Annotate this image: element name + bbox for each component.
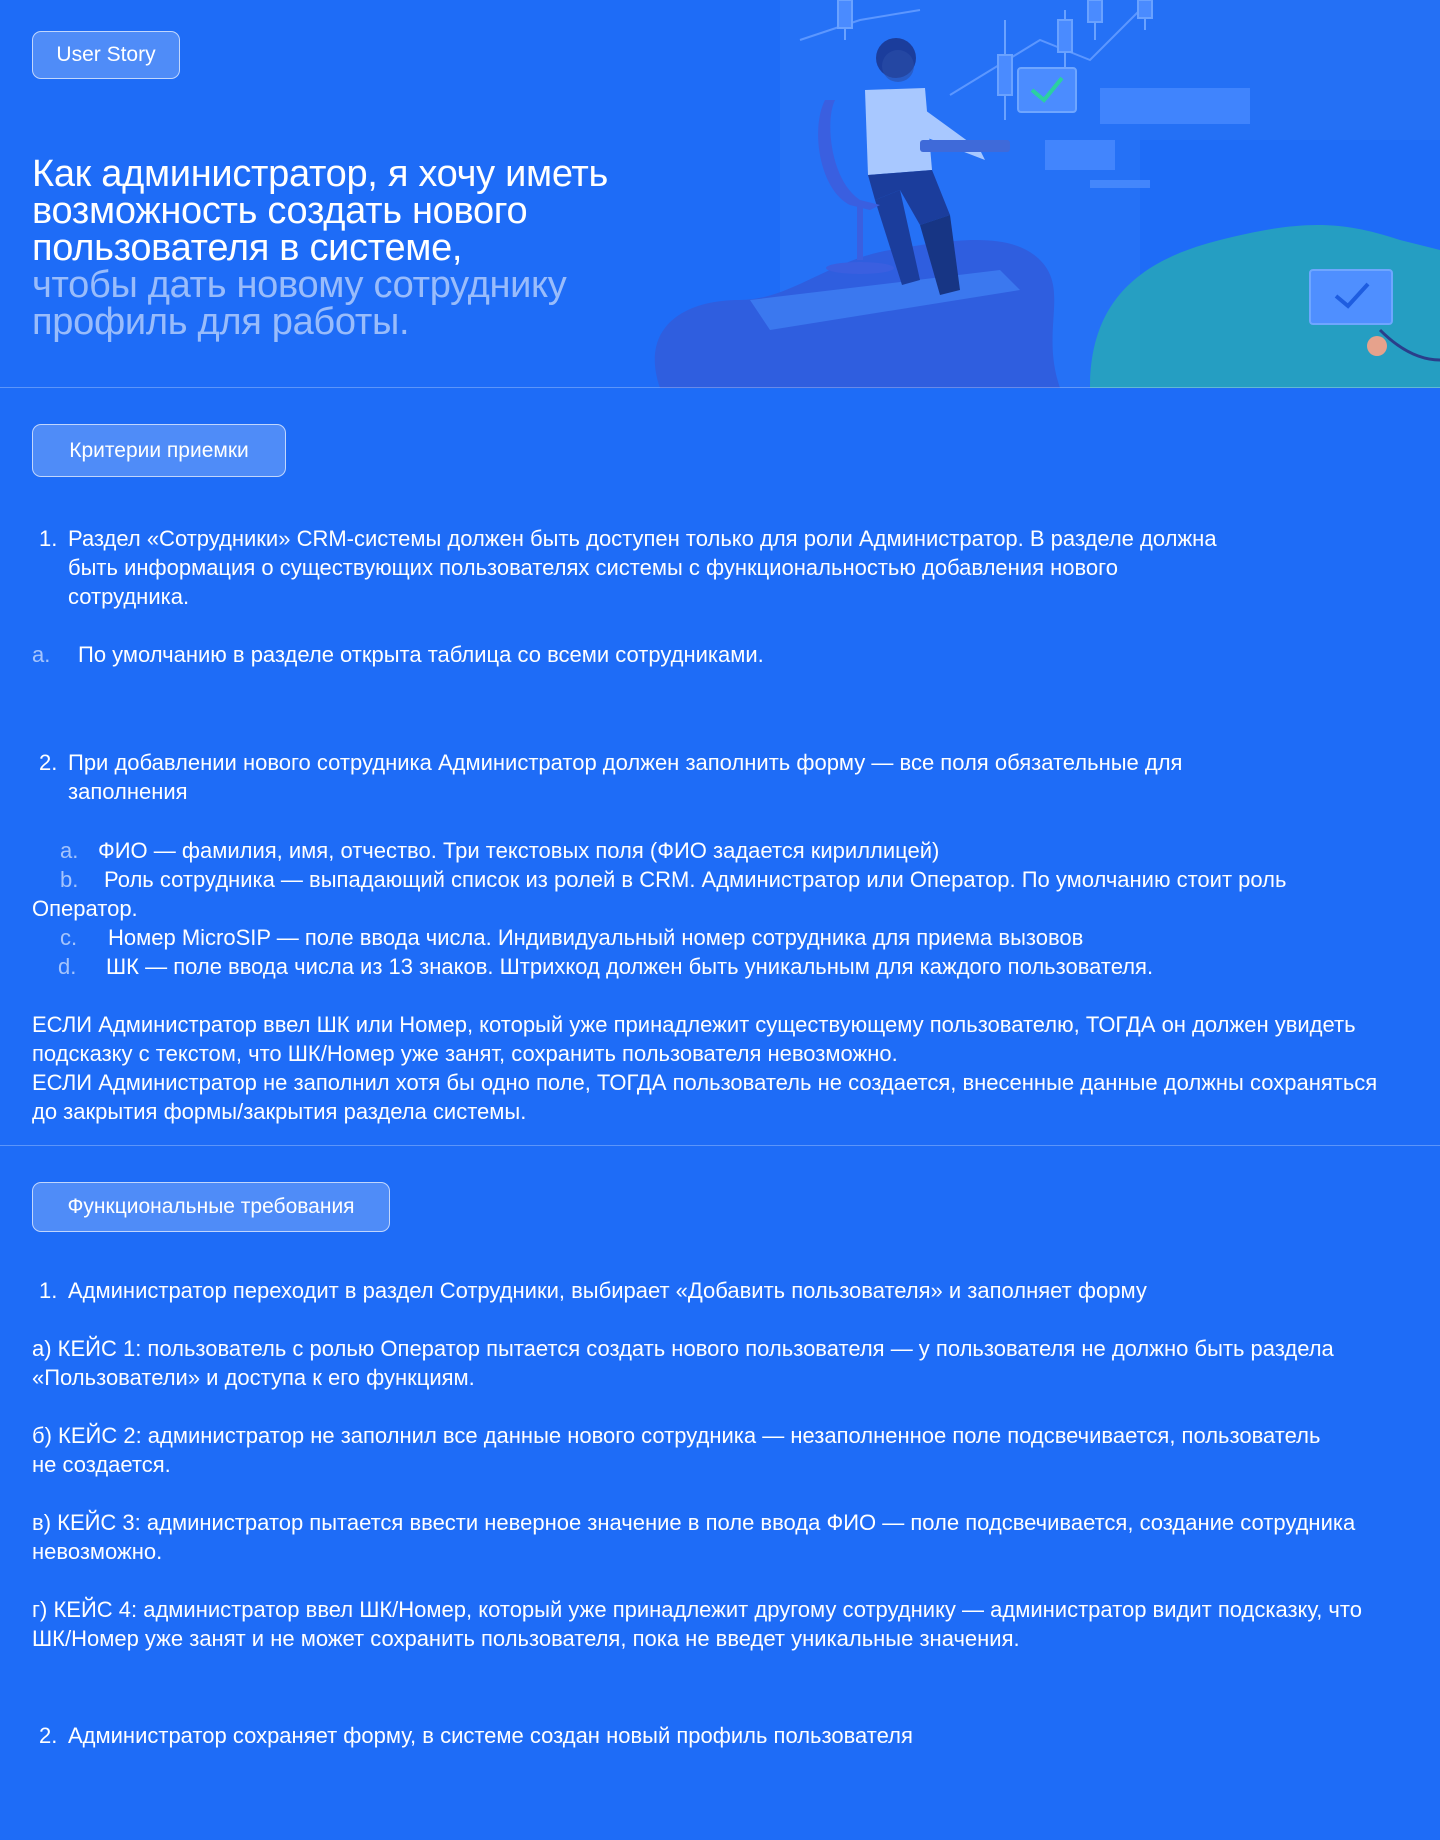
criteria-2a-letter: a.	[60, 838, 79, 863]
criteria-2-number: 2.	[39, 750, 58, 775]
criteria-2-text: При добавлении нового сотрудника Администратор должен заполнить форму — все поля обязательные для заполнения	[68, 750, 1183, 804]
criteria-2d-text: ШК — поле ввода числа из 13 знаков. Штрихкод должен быть уникальным для каждого пользователя.	[106, 954, 1154, 979]
criteria-rule-empty-field: ЕСЛИ Администратор не заполнил хотя бы одно поле, ТОГДА пользователь не создается, внесенные данные должны сохраняться до закрытия формы/закрытия раздела системы.	[32, 1070, 1378, 1124]
criteria-rule-duplicate: ЕСЛИ Администратор ввел ШК или Номер, который уже принадлежит существующему пользователю, ТОГДА он должен увидеть подсказку с текстом, что ШК/Номер уже занят, сохранить пользователя невозможно.	[32, 1012, 1356, 1066]
criteria-2b-continuation: Оператор.	[32, 896, 138, 921]
functional-requirements-badge	[32, 1182, 390, 1232]
user-story-headline	[32, 153, 652, 343]
criteria-2d-letter: d.	[58, 954, 77, 979]
criteria-1a-letter: a.	[32, 642, 51, 667]
criteria-1-text: Раздел «Сотрудники» CRM-системы должен быть доступен только для роли Администратор. В разделе должна быть информация о существующих пользователях системы с функциональностью добавления нового сотрудника.	[68, 526, 1217, 609]
functional-case-1: а) КЕЙС 1: пользователь с ролью Оператор пытается создать нового пользователя — у пользователя не должно быть раздела «Пользователи» и доступа к его функциям.	[32, 1336, 1334, 1390]
functional-case-3: в) КЕЙС 3: администратор пытается ввести неверное значение в поле ввода ФИО — поле подсвечивается, создание сотрудника невозможно.	[32, 1510, 1356, 1564]
functional-1-text: Администратор переходит в раздел Сотрудники, выбирает «Добавить пользователя» и заполняет форму	[68, 1278, 1147, 1303]
functional-2-text: Администратор сохраняет форму, в системе создан новый профиль пользователя	[68, 1723, 913, 1748]
office-worker-illustration	[620, 0, 1440, 388]
user-story-hero	[0, 0, 1440, 388]
user-story-badge	[32, 31, 180, 79]
criteria-2a-text: ФИО — фамилия, имя, отчество. Три текстовых поля (ФИО задается кириллицей)	[98, 838, 940, 863]
headline-strong-text: Как администратор, я хочу иметь возможность создать нового пользователя в системе,	[32, 153, 609, 269]
criteria-2c-text: Номер MicroSIP — поле ввода числа. Индивидуальный номер сотрудника для приема вызовов	[108, 925, 1084, 950]
criteria-2c-letter: c.	[60, 925, 78, 950]
divider-acceptance	[0, 1145, 1440, 1146]
criteria-1-number: 1.	[39, 526, 58, 551]
acceptance-criteria-badge-label: Критерии приемки	[69, 438, 249, 462]
functional-case-4: г) КЕЙС 4: администратор ввел ШК/Номер, который уже принадлежит другому сотруднику — администратор видит подсказку, что ШК/Номер уже занят и не может сохранить пользователя, пока не введет уникальные значения.	[32, 1597, 1362, 1651]
functional-requirements-badge-label: Функциональные требования	[67, 1195, 355, 1218]
criteria-2b-letter: b.	[60, 867, 79, 892]
user-story-badge-label: User Story	[56, 43, 156, 66]
headline-muted-text: чтобы дать новому сотруднику профиль для работы.	[32, 264, 567, 343]
divider-hero	[0, 387, 1440, 388]
functional-1-number: 1.	[39, 1278, 58, 1303]
functional-2-number: 2.	[39, 1723, 58, 1748]
criteria-2b-text: Роль сотрудника — выпадающий список из ролей в CRM. Администратор или Оператор. По умолчанию стоит роль	[104, 867, 1287, 892]
criteria-1a-text: По умолчанию в разделе открыта таблица со всеми сотрудниками.	[78, 642, 764, 667]
acceptance-criteria-badge	[32, 424, 286, 477]
functional-case-2: б) КЕЙС 2: администратор не заполнил все данные нового сотрудника — незаполненное поле подсвечивается, пользователь не создается.	[32, 1423, 1321, 1477]
